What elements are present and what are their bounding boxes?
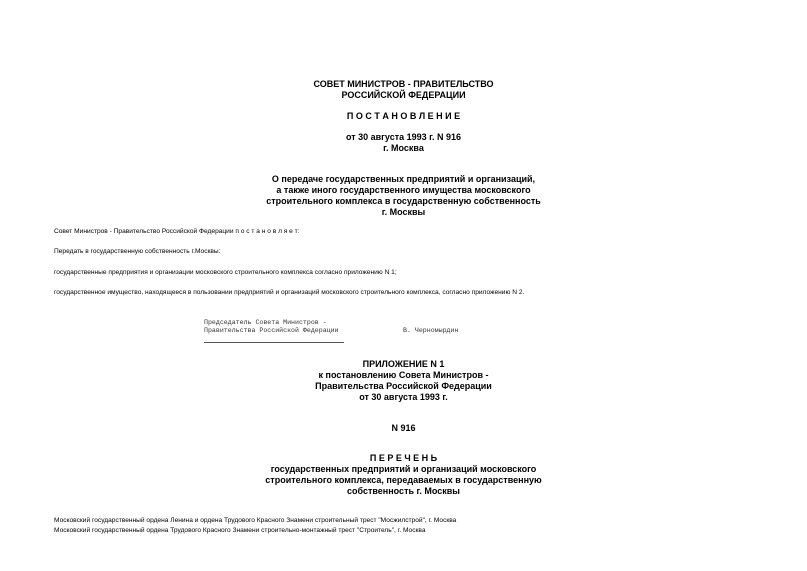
list-subtitle-line2: государственных предприятий и организаций московского [270, 464, 537, 474]
signature-position-line1: Председатель Совета Министров - [204, 319, 327, 326]
body-paragraph-transfer: Передать в государственную собственность г.Москвы: [54, 248, 221, 255]
org-name-line2: РОССИЙСКОЙ ФЕДЕРАЦИИ [341, 90, 466, 100]
body-paragraph-decree: Совет Министров - Правительство Российской Федерации п о с т а н о в л я е т: [54, 228, 300, 235]
appendix-line2: к постановлению Совета Министров - [318, 370, 489, 380]
signature-name: В. Черномырдин [403, 327, 459, 334]
list-item: Московский государственный ордена Ленина и ордена Трудового Красного Знамени строительный трест "Мосжилстрой", г. Москва [54, 517, 457, 524]
org-name-line1: СОВЕТ МИНИСТРОВ - ПРАВИТЕЛЬСТВО [313, 79, 494, 89]
document-title-line2: а также иного государственного имущества московского [276, 185, 531, 195]
body-paragraph-property: государственное имущество, находящееся в пользовании предприятий и организаций московского строительного комплекса, согласно приложению N 2. [54, 289, 525, 296]
appendix-line3: Правительства Российской Федерации [315, 381, 492, 391]
document-type: П О С Т А Н О В Л Е Н И Е [346, 111, 461, 121]
signature-divider [204, 342, 344, 343]
list-item: Московский государственный ордена Трудового Красного Знамени строительно-монтажный трест "Строитель", г. Москва [54, 527, 426, 534]
list-subtitle-line4: собственность г. Москвы [347, 486, 460, 496]
document-title-line3: строительного комплекса в государственную собственность [266, 196, 541, 206]
document-date-number: от 30 августа 1993 г. N 916 [345, 132, 462, 142]
appendix-line4: от 30 августа 1993 г. [359, 392, 448, 402]
document-title-line1: О передаче государственных предприятий и организаций, [271, 174, 536, 184]
list-title: П Е Р Е Ч Е Н Ь [369, 453, 438, 463]
document-title-line4: г. Москвы [381, 207, 426, 217]
signature-position-line2: Правительства Российской Федерации [204, 327, 339, 334]
appendix-number: N 916 [391, 423, 416, 433]
document-city: г. Москва [383, 143, 424, 153]
list-subtitle-line3: строительного комплекса, передаваемых в государственную [265, 475, 542, 485]
appendix-title: ПРИЛОЖЕНИЕ N 1 [362, 359, 445, 369]
body-paragraph-enterprises: государственные предприятия и организации московского строительного комплекса согласно приложению N 1; [54, 269, 397, 276]
